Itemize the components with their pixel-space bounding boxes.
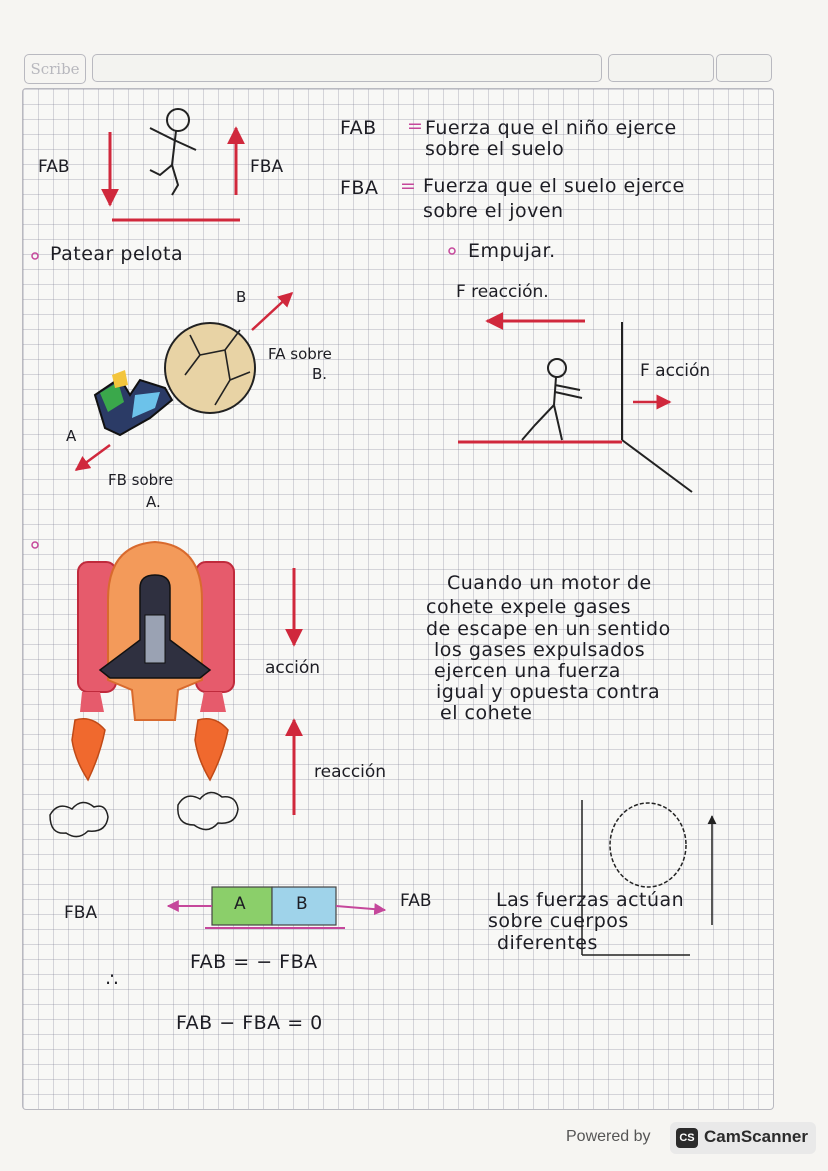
note-line-1: Las fuerzas actúan [496, 889, 685, 911]
brand-logo: Scribe [24, 54, 86, 84]
fa-sobre-label-2: B. [312, 365, 328, 383]
fb-sobre-label-1: FB sobre [108, 471, 174, 489]
fb-sobre-label-2: A. [146, 493, 161, 511]
pushing-figure [522, 359, 582, 440]
rocket-text-line-4: los gases expulsados [434, 639, 646, 661]
rocket-text-line-6: igual y opuesta contra [436, 681, 661, 703]
rocket-reaccion-label: reacción [314, 762, 387, 782]
def-fab-eq: = [407, 115, 424, 137]
rocket-drawing [50, 542, 238, 837]
def-fba-term: FBA [340, 177, 379, 199]
camscanner-logo-icon: CS [676, 1128, 698, 1148]
camscanner-name: CamScanner [704, 1127, 808, 1146]
def-fba-line2: sobre el joven [423, 200, 564, 222]
equation-2: FAB − FBA = 0 [176, 1012, 323, 1034]
note-line-2: sobre cuerpos [488, 910, 629, 932]
rocket-text-line-7: el cohete [440, 702, 533, 724]
def-fab-line1: Fuerza que el niño ejerce [425, 117, 677, 139]
section2-title: Patear pelota [50, 243, 184, 265]
rocket-text-line-1: Cuando un motor de [447, 572, 652, 594]
wall-diagonal [622, 440, 692, 492]
fb-sobre-a-arrow [76, 445, 110, 470]
equation-1: FAB = − FBA [190, 951, 318, 973]
def-fab-term: FAB [340, 117, 377, 139]
powered-by-text: Powered by [566, 1128, 651, 1145]
section3-title: Empujar. [468, 240, 556, 262]
fab-label: FAB [38, 157, 70, 177]
rocket-text-line-2: cohete expele gases [426, 596, 632, 618]
shoe-drawing [95, 370, 172, 435]
rocket-text-line-5: ejercen una fuerza [434, 660, 621, 682]
fa-sobre-b-arrow [252, 293, 292, 330]
fba-left-label: FBA [64, 903, 98, 923]
point-b-label: B [236, 288, 247, 306]
fab-right-arrow [336, 906, 385, 910]
def-fba-eq: = [400, 175, 417, 197]
rocket-accion-label: acción [265, 658, 321, 678]
bullet-dot [32, 542, 38, 548]
jumping-kid-figure [150, 109, 196, 195]
note-line-3: diferentes [497, 932, 598, 954]
block-a-label: A [234, 894, 246, 914]
block-b-label: B [296, 894, 308, 914]
def-fab-line2: sobre el suelo [425, 138, 565, 160]
fba-label: FBA [250, 157, 284, 177]
reaccion-label: F reacción. [456, 282, 549, 302]
therefore-symbol: ∴ [106, 969, 119, 991]
ball-drawing [165, 323, 255, 413]
accion-label: F acción [640, 361, 711, 381]
rocket-text-line-3: de escape en un sentido [426, 618, 671, 640]
bullet-dot [32, 253, 38, 259]
fab-right-label: FAB [400, 891, 432, 911]
point-a-label: A [66, 427, 77, 445]
bullet-dot [449, 248, 455, 254]
fa-sobre-label-1: FA sobre [268, 345, 332, 363]
def-fba-line1: Fuerza que el suelo ejerce [423, 175, 685, 197]
